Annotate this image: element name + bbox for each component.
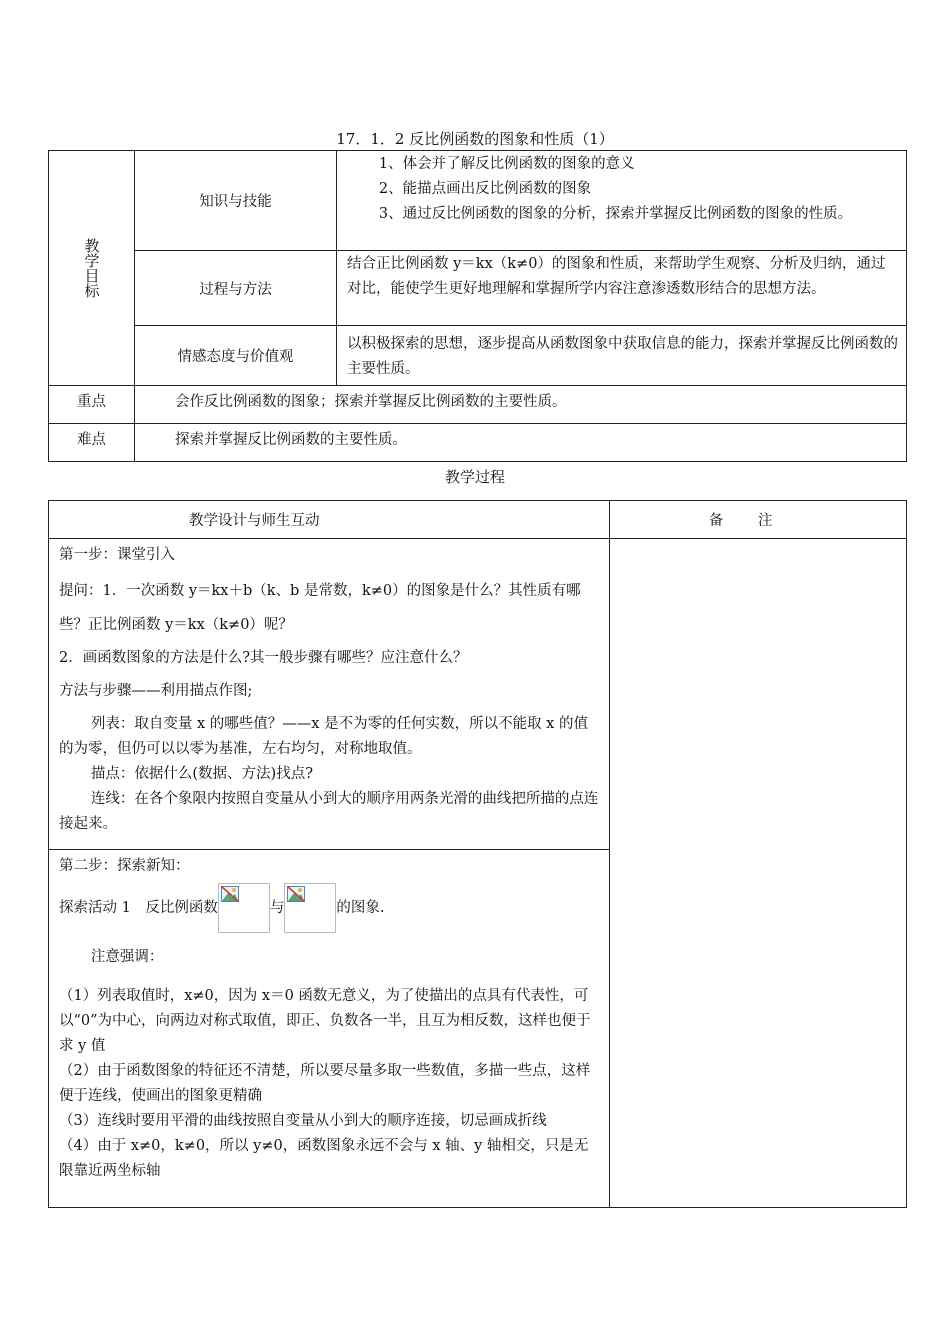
step2-cell <box>49 850 610 1208</box>
step2-activity <box>59 883 601 933</box>
difficulty-content: 探索并掌握反比例函数的主要性质。 <box>135 424 907 462</box>
objective-line: 3、通过反比例函数的图象的分析，探索并掌握反比例函数的图象的性质。 <box>378 206 853 222</box>
notes-col-header: 备注 <box>610 501 907 539</box>
objective-label-knowledge: 知识与技能 <box>135 151 337 251</box>
objective-content-knowledge <box>337 151 907 251</box>
step1-method: 方法与步骤——利用描点作图; <box>59 683 253 699</box>
objective-line: 2、能描点画出反比例函数的图象 <box>378 181 592 197</box>
step1-connect: 连线：在各个象限内按照自变量从小到大的顺序用两条光滑的曲线把所描的点连接起来。 <box>59 791 599 832</box>
process-label: 教学过程 <box>444 468 505 486</box>
step1-question1: 提问：1．一次函数 y＝kx＋b（k、b 是常数，k≠0）的图象是什么？其性质有哪些？正比例函数 y＝kx（k≠0）呢？ <box>59 583 581 633</box>
objective-line: 1、体会并了解反比例函数的图象的意义 <box>378 156 635 172</box>
key-point-label: 重点 <box>49 386 135 424</box>
page-title: 17．1．2 反比例函数的图象和性质（1） <box>336 130 614 148</box>
step1-cell <box>49 539 610 850</box>
activity-suffix: 的图象. <box>336 900 385 916</box>
key-point-content: 会作反比例函数的图象；探索并掌握反比例函数的主要性质。 <box>135 386 907 424</box>
step1-question2: 2．画函数图象的方法是什么?其一般步骤有哪些？应注意什么？ <box>59 650 468 666</box>
objective-line: 结合正比例函数 y＝kx（k≠0）的图象和性质，来帮助学生观察、分析及归纳，通过对比，能使学生更好地理解和掌握所学内容注意渗透数形结合的思想方法。 <box>347 256 886 297</box>
step1-plot: 描点：依据什么(数据、方法)找点? <box>90 766 313 782</box>
objective-line: 以积极探索的思想，逐步提高从函数图象中获取信息的能力，探索并掌握反比例函数的主要性质。 <box>347 336 898 377</box>
objectives-table <box>48 150 907 462</box>
step2-note: （4）由于 x≠0，k≠0，所以 y≠0，函数图象永远不会与 x 轴、y 轴相交，只是无限靠近两坐标轴 <box>59 1138 589 1179</box>
activity-prefix: 探索活动 1 反比例函数 <box>59 900 218 916</box>
objective-content-emotion <box>337 326 907 386</box>
formula-image-icon <box>284 883 336 933</box>
process-table <box>48 500 907 1208</box>
objective-content-process <box>337 251 907 326</box>
notes-cell <box>610 539 907 1208</box>
step2-title: 第二步：探索新知： <box>59 858 190 874</box>
objective-label-emotion: 情感态度与价值观 <box>135 326 337 386</box>
step2-note: （1）列表取值时，x≠0，因为 x＝0 函数无意义，为了使描出的点具有代表性，可以“0”为中心，向两边对称式取值，即正、负数各一半，且互为相反数，这样也便于求 y 值 <box>59 988 591 1054</box>
step2-note: （3）连线时要用平滑的曲线按照自变量从小到大的顺序连接，切忌画成折线 <box>59 1113 547 1129</box>
step1-list-table: 列表：取自变量 x 的哪些值？——x 是不为零的任何实数，所以不能取 x 的值的为零，但仍可以以零为基准，左右均匀，对称地取值。 <box>59 716 588 757</box>
formula-image-icon <box>218 883 270 933</box>
objectives-side-label: 教学目标 <box>82 238 101 298</box>
objective-label-process: 过程与方法 <box>135 251 337 326</box>
step1-title: 第一步：课堂引入 <box>59 547 175 563</box>
process-col-header: 教学设计与师生互动 <box>49 501 610 539</box>
objectives-side-cell <box>49 151 135 386</box>
difficulty-label: 难点 <box>49 424 135 462</box>
activity-and: 与 <box>269 900 285 916</box>
step2-note: （2）由于函数图象的特征还不清楚，所以要尽量多取一些数值，多描一些点，这样便于连线，使画出的图象更精确 <box>59 1063 591 1104</box>
step2-note-title: 注意强调： <box>90 949 164 965</box>
